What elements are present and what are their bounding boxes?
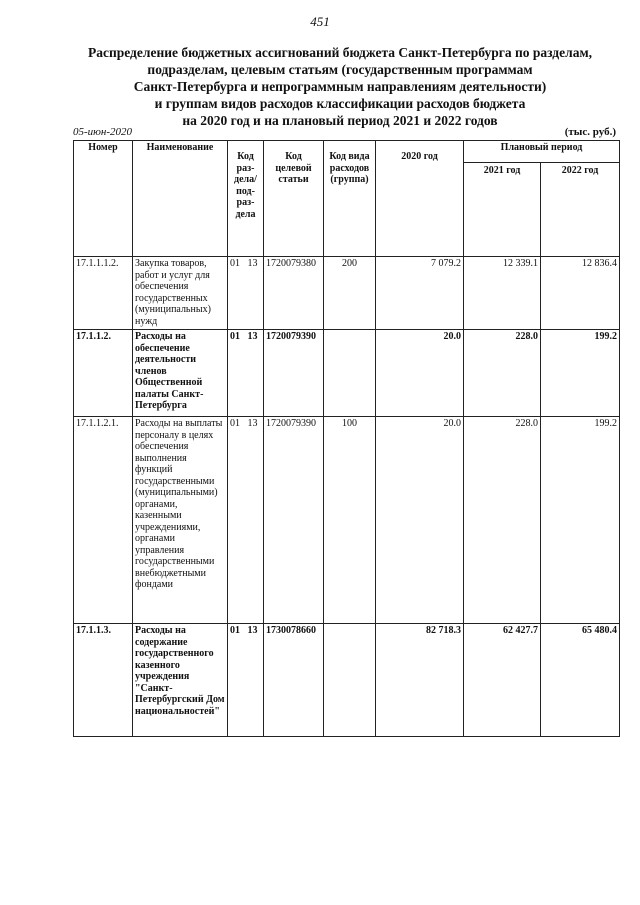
cell-2021: 228.0 [464, 330, 541, 417]
cell-2020: 7 079.2 [376, 257, 464, 330]
page-number: 451 [310, 14, 330, 29]
cell-2022: 12 836.4 [541, 257, 620, 330]
cell-target: 1730078660 [264, 624, 324, 737]
cell-2020: 20.0 [376, 330, 464, 417]
title-line: на 2020 год и на плановый период 2021 и 2022 годов [182, 113, 498, 128]
budget-table [73, 140, 620, 737]
cell-name: Расходы на обеспечение деятельности членов Общественной палаты Санкт-Петербурга [133, 330, 228, 417]
header-2022: 2022 год [541, 163, 620, 257]
header-2020: 2020 год [376, 141, 464, 257]
subsection-code: 13 [247, 331, 258, 342]
header-name: Наименование [133, 141, 228, 257]
table-row [74, 257, 620, 330]
table-row [74, 624, 620, 737]
section-code: 01 [230, 258, 240, 269]
title-line: Санкт-Петербурга и непрограммным направлениям деятельности) [133, 79, 547, 94]
cell-number: 17.1.1.1.2. [74, 257, 133, 330]
section-code: 01 [230, 418, 240, 429]
cell-name: Расходы на содержание государственного казенного учреждения "Санкт-Петербургский Дом национальностей" [133, 624, 228, 737]
units-label: (тыс. руб.) [564, 126, 616, 138]
cell-2022: 199.2 [541, 417, 620, 624]
subsection-code: 13 [247, 625, 258, 636]
cell-name: Закупка товаров, работ и услуг для обеспечения государственных (муниципальных) нужд [133, 257, 228, 330]
cell-expense-type [324, 624, 376, 737]
cell-expense-type: 100 [324, 417, 376, 624]
cell-section [228, 257, 264, 330]
title-line: Распределение бюджетных ассигнований бюджета Санкт-Петербурга по разделам, [87, 45, 593, 60]
cell-expense-type [324, 330, 376, 417]
section-code: 01 [230, 625, 240, 636]
title-line: подразделам, целевым статьям (государственным программам [147, 62, 533, 77]
header-target: Код целевой статьи [264, 141, 324, 257]
table-row [74, 330, 620, 417]
section-code: 01 [230, 331, 240, 342]
subsection-code: 13 [247, 258, 258, 269]
cell-section [228, 624, 264, 737]
header-2021: 2021 год [464, 163, 541, 257]
header-number: Номер [74, 141, 133, 257]
cell-number: 17.1.1.3. [74, 624, 133, 737]
cell-section [228, 417, 264, 624]
cell-number: 17.1.1.2. [74, 330, 133, 417]
title-line: и группам видов расходов классификации расходов бюджета [154, 96, 526, 111]
table-row [74, 417, 620, 624]
cell-target: 1720079380 [264, 257, 324, 330]
cell-name: Расходы на выплаты персоналу в целях обеспечения выполнения функций государственными (муниципальными) органами, казенными учреждениями, органами управления государственными внебюджетными фондами [133, 417, 228, 624]
cell-2020: 20.0 [376, 417, 464, 624]
header-section: Код раз-дела/ под-раз-дела [228, 141, 264, 257]
cell-2021: 62 427.7 [464, 624, 541, 737]
cell-target: 1720079390 [264, 330, 324, 417]
cell-number: 17.1.1.2.1. [74, 417, 133, 624]
cell-2022: 199.2 [541, 330, 620, 417]
document-title [60, 44, 620, 129]
header-expense-type: Код вида расходов (группа) [324, 141, 376, 257]
cell-2020: 82 718.3 [376, 624, 464, 737]
header-planned-period: Плановый период [464, 141, 620, 163]
cell-2021: 228.0 [464, 417, 541, 624]
subsection-code: 13 [247, 418, 258, 429]
cell-2021: 12 339.1 [464, 257, 541, 330]
cell-2022: 65 480.4 [541, 624, 620, 737]
cell-section [228, 330, 264, 417]
document-date: 05-июн-2020 [73, 126, 133, 138]
cell-expense-type: 200 [324, 257, 376, 330]
cell-target: 1720079390 [264, 417, 324, 624]
